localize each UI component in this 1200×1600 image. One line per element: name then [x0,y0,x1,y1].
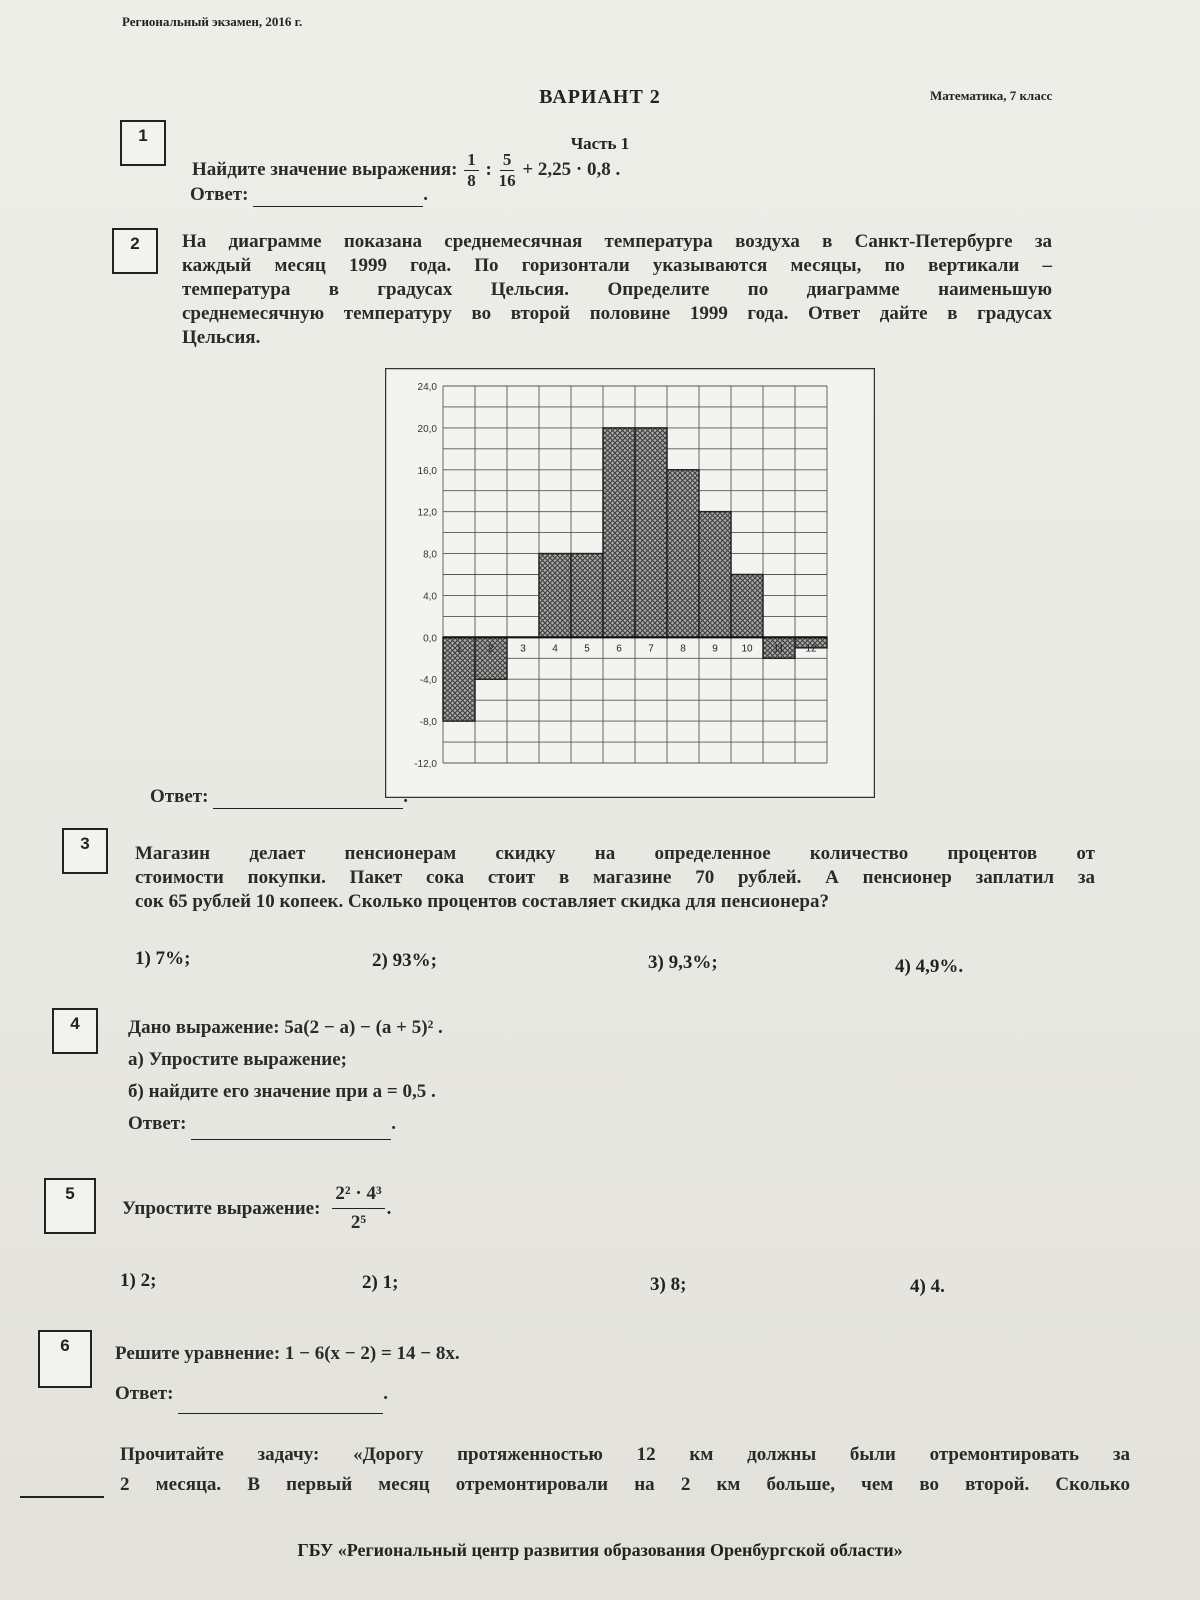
question-3-line: Магазин делает пенсионерам скидку на определенное количество процентов от [135,843,1095,864]
question-3-option-3[interactable]: 3) 9,3%; [648,952,718,973]
question-2-line: Цельсия. [182,327,261,348]
x-tick-label-month: 8 [680,643,686,655]
y-tick-label: 16,0 [417,465,437,477]
question-5-number: 5 [44,1178,96,1234]
question-5-option-3[interactable]: 3) 8; [650,1274,687,1295]
answer-line[interactable] [178,1387,383,1414]
x-tick-label-month: 2 [488,643,494,655]
question-7-line: Прочитайте задачу: «Дорогу протяженностью 12 км должны были отремонтировать за [120,1444,1130,1465]
question-4-number: 4 [52,1008,98,1054]
bar-month-8 [667,470,699,638]
question-4-part-b: б) найдите его значение при a = 0,5 . [128,1081,436,1102]
x-tick-label-month: 11 [773,643,785,655]
y-tick-label: -12,0 [414,759,437,770]
question-3-text [135,842,1095,914]
question-5-period: . [386,1197,392,1219]
answer-line[interactable] [253,180,423,207]
question-2-line: каждый месяц 1999 года. По горизонтали указываются месяцы, по вертикали – [182,255,1052,276]
y-tick-label: 4,0 [423,591,437,603]
question-5-denominator: 2⁵ [350,1212,367,1233]
y-tick-label: -8,0 [419,717,437,729]
x-tick-label-month: 7 [648,643,654,655]
y-tick-label: 8,0 [423,549,437,561]
x-tick-label-month: 10 [741,643,753,655]
fraction-2 [499,150,516,191]
answer-label: Ответ: [128,1113,187,1134]
answer-label: Ответ: [190,184,249,205]
fraction-1 [464,150,479,191]
question-5-fraction [332,1180,384,1237]
question-3-option-4[interactable]: 4) 4,9%. [895,956,964,977]
question-4-text [128,1012,828,1140]
x-tick-label-month: 1 [456,643,462,655]
division-sign: : [485,158,492,180]
question-7-number-line [20,1496,104,1498]
bar-month-4 [539,554,571,638]
question-2-number: 2 [112,228,158,274]
question-5-option-2[interactable]: 2) 1; [362,1272,399,1293]
x-tick-label-month: 3 [520,643,526,655]
question-1-number: 1 [120,120,166,166]
question-3-line: сок 65 рублей 10 копеек. Сколько процентов составляет скидка для пенсионера? [135,891,829,912]
question-3-option-2[interactable]: 2) 93%; [372,950,437,971]
question-5-text [122,1180,722,1237]
bar-month-6 [603,428,635,637]
question-5-option-4[interactable]: 4) 4. [910,1276,945,1297]
question-1-prompt: Найдите значение выражения: [192,158,458,180]
y-tick-label: 12,0 [417,507,437,519]
bar-month-7 [635,428,667,637]
question-4-part-a: а) Упростите выражение; [128,1049,347,1070]
exam-header: Региональный экзамен, 2016 г. [122,14,303,29]
question-4-answer: Ответ: . [128,1108,828,1140]
question-2-line: На диаграмме показана среднемесячная температура воздуха в Санкт-Петербурге за [182,231,1052,252]
answer-line[interactable] [213,782,403,809]
bar-month-10 [731,575,763,638]
subject-label: Математика, 7 класс [930,88,1053,103]
bar-month-9 [699,512,731,638]
question-7-line: 2 месяца. В первый месяц отремонтировали на 2 км больше, чем во второй. Сколько [120,1474,1130,1495]
x-tick-label-month: 6 [616,643,622,655]
question-2-answer: Ответ: . [150,782,408,809]
question-1-answer: Ответ: . [190,180,428,207]
x-tick-label-month: 12 [805,643,817,655]
question-5-prompt: Упростите выражение: [122,1197,321,1219]
question-6-equation: Решите уравнение: 1 − 6(x − 2) = 14 − 8x. [115,1343,460,1364]
question-7-text [120,1440,1130,1500]
y-tick-label: -4,0 [419,675,437,687]
answer-label: Ответ: [150,786,209,807]
question-1-tail: + 2,25 · 0,8 . [522,158,621,180]
variant-title: ВАРИАНТ 2 [539,86,661,108]
fraction-1-denominator: 8 [467,171,476,190]
question-6-number: 6 [38,1330,92,1388]
question-3-option-1[interactable]: 1) 7%; [135,948,191,969]
question-2-text [182,230,1052,350]
bar-month-5 [571,554,603,638]
question-6-text [115,1334,815,1414]
x-tick-label-month: 5 [584,643,590,655]
question-2-line: среднемесячную температуру во второй половине 1999 года. Ответ дайте в градусах [182,303,1052,324]
question-5-numerator: 2² · 4³ [332,1180,384,1209]
question-4-expression: Дано выражение: 5a(2 − a) − (a + 5)² . [128,1017,443,1038]
x-tick-label-month: 9 [712,643,718,655]
question-3-line: стоимости покупки. Пакет сока стоит в магазине 70 рублей. А пенсионер заплатил за [135,867,1095,888]
question-3-number: 3 [62,828,108,874]
part-title: Часть 1 [570,134,630,153]
y-tick-label: 0,0 [423,633,437,645]
temperature-chart [385,368,875,798]
y-tick-label: 20,0 [417,423,437,435]
y-tick-label: 24,0 [417,382,437,393]
question-5-option-1[interactable]: 1) 2; [120,1270,157,1291]
question-6-answer: Ответ: . [115,1374,815,1414]
footer: ГБУ «Региональный центр развития образования Оренбургской области» [297,1540,903,1560]
fraction-1-numerator: 1 [464,150,479,171]
x-tick-label-month: 4 [552,643,558,655]
fraction-2-denominator: 16 [498,171,516,190]
fraction-2-numerator: 5 [500,150,515,171]
answer-label: Ответ: [115,1383,174,1404]
answer-line[interactable] [191,1113,391,1140]
question-2-line: температура в градусах Цельсия. Определите по диаграмме наименьшую [182,279,1052,300]
